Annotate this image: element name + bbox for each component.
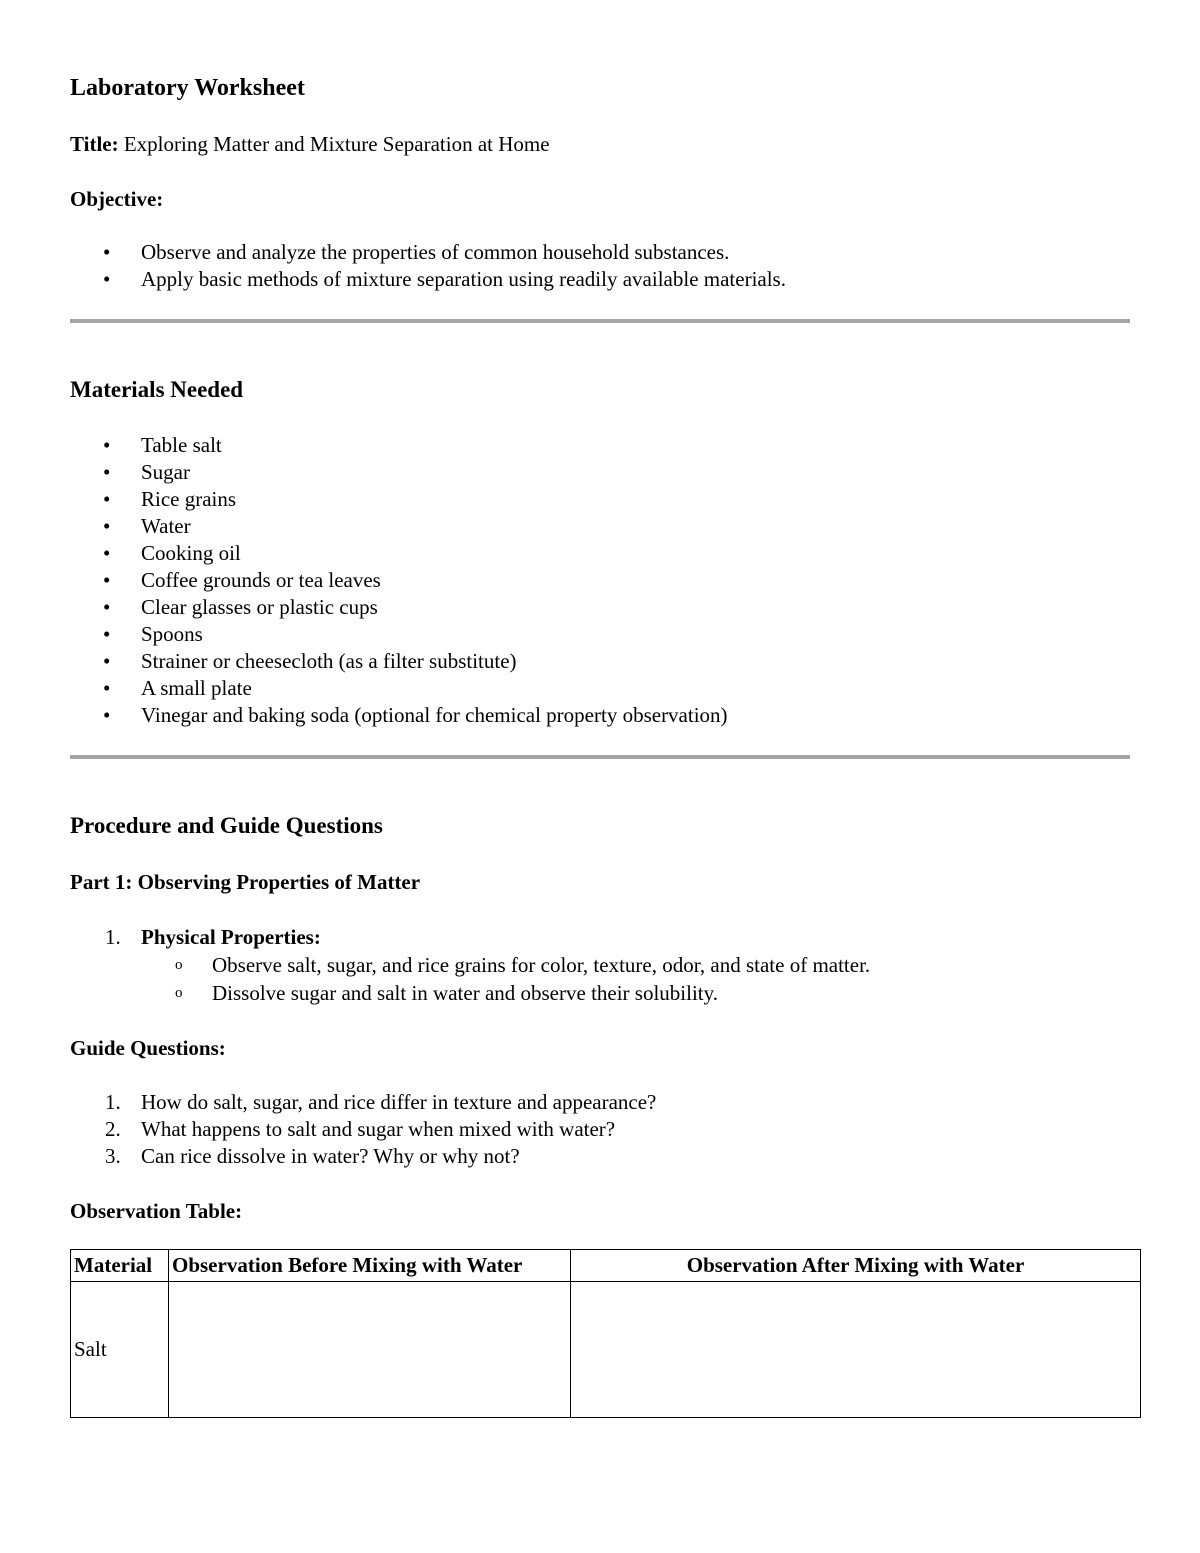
title-label: Title: xyxy=(70,132,119,156)
sub-list-item: o Observe salt, sugar, and rice grains for color, texture, odor, and state of matter. xyxy=(175,953,871,977)
observation-table xyxy=(70,1249,1141,1418)
bullet-icon: • xyxy=(103,622,111,646)
observation-table-heading: Observation Table: xyxy=(70,1199,243,1223)
bullet-icon: • xyxy=(103,267,111,291)
bullet-icon: • xyxy=(103,595,111,619)
table-header-row xyxy=(71,1250,1141,1282)
bullet-icon: • xyxy=(103,460,111,484)
step-number: 1. xyxy=(105,925,121,949)
part1-title: Part 1: Observing Properties of Matter xyxy=(70,870,421,894)
bullet-icon: • xyxy=(103,541,111,565)
bullet-icon: • xyxy=(103,703,111,727)
materials-heading: Materials Needed xyxy=(70,377,244,402)
list-item: 1. How do salt, sugar, and rice differ in texture and appearance? xyxy=(105,1090,657,1114)
bullet-icon: • xyxy=(103,568,111,592)
cell-after[interactable] xyxy=(571,1282,1141,1418)
sub-list-item: o Dissolve sugar and salt in water and observe their solubility. xyxy=(175,981,719,1005)
title-value: Exploring Matter and Mixture Separation at Home xyxy=(123,132,550,156)
procedure-heading: Procedure and Guide Questions xyxy=(70,813,383,838)
column-header-before: Observation Before Mixing with Water xyxy=(169,1250,571,1282)
guide-questions-heading: Guide Questions: xyxy=(70,1036,226,1060)
bullet-icon: • xyxy=(103,649,111,673)
step-title: Physical Properties: xyxy=(141,925,321,949)
column-header-after: Observation After Mixing with Water xyxy=(571,1250,1141,1282)
section-divider xyxy=(70,319,1130,323)
bullet-icon: • xyxy=(103,676,111,700)
bullet-icon: • xyxy=(103,433,111,457)
document-title: Laboratory Worksheet xyxy=(70,75,305,101)
title-line xyxy=(70,131,550,157)
step-1 xyxy=(0,924,1200,1007)
guide-questions-list xyxy=(0,1089,1200,1170)
list-item: 3. Can rice dissolve in water? Why or why not? xyxy=(105,1144,520,1168)
bullet-icon: • xyxy=(103,514,111,538)
bullet-icon: • xyxy=(103,487,111,511)
bullet-icon: • xyxy=(103,240,111,264)
table-row xyxy=(71,1282,1141,1418)
circle-bullet-icon: o xyxy=(175,985,183,1001)
section-divider xyxy=(70,755,1130,759)
cell-before[interactable] xyxy=(169,1282,571,1418)
circle-bullet-icon: o xyxy=(175,957,183,973)
cell-material: Salt xyxy=(71,1282,169,1418)
list-item: 2. What happens to salt and sugar when mixed with water? xyxy=(105,1117,616,1141)
objective-heading: Objective: xyxy=(70,187,164,211)
worksheet-page: Laboratory Worksheet Title: Exploring Matter and Mixture Separation at Home Objective: • Observe and analyze the properties of common household substances. • Apply basic methods of mixture separation using readily available materials. Materials Needed • Table salt • Sugar • Rice grains • Water • Cooking oil • Coffee grounds or tea leaves • Clear glasses or plastic cups • Spoons • Strainer or cheesecloth (as a filter substitute) • A small plate • Vinegar and baking soda (optional for chemical property observation) Procedure and Guide Questions Part 1: Observing Properties of Matter 1. Physical Properties: o Observe salt, sugar, and rice grains for color, texture, odor, and state of matter. o Dissolve sugar and salt in water and observe their solubility. Guide Questions: 1. How do salt, sugar, and rice differ in texture and appearance? 2. What happens to salt and sugar when mixed with water? 3. Can rice dissolve in water? Why or why not? Observation Table: Material Observation Before Mixing with Water Observation After Mixing with Water Salt xyxy=(0,0,1200,1553)
column-header-material: Material xyxy=(71,1250,169,1282)
